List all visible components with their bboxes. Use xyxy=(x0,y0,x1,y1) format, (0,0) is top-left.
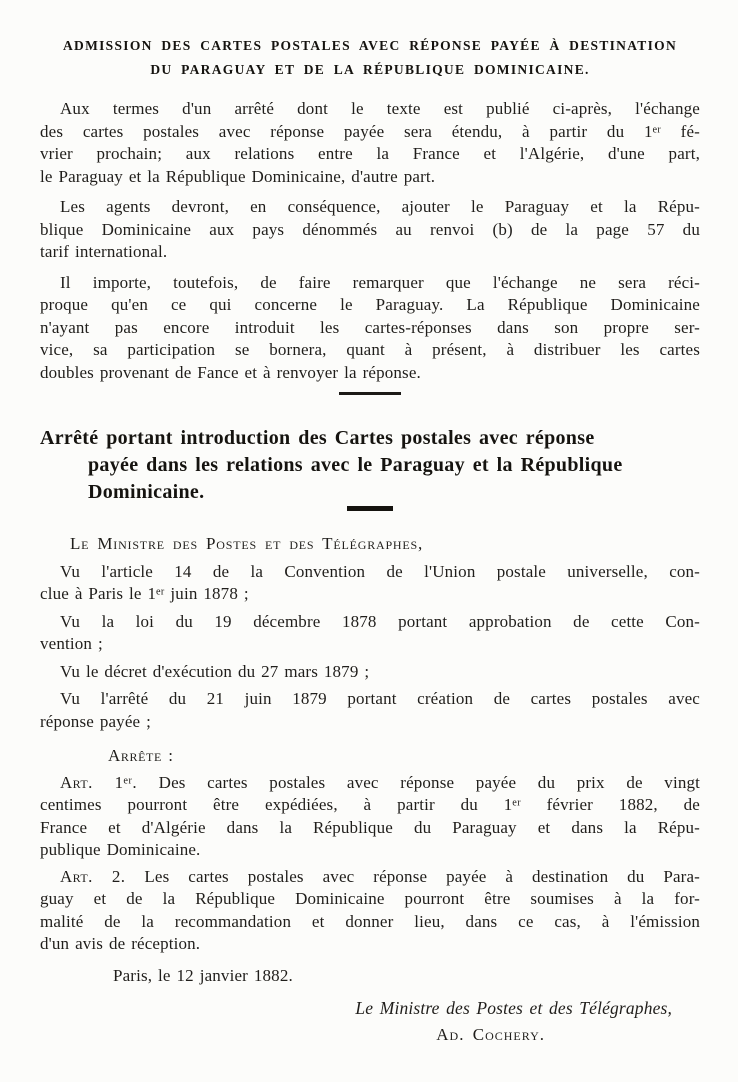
vu-clause-3 xyxy=(40,661,700,684)
vu-clause-1 xyxy=(40,561,700,606)
text-line: Vu l'arrêté du 21 juin 1879 portant création de cartes postales avec xyxy=(60,689,700,708)
text-line: malité de la recommandation et donner lieu, dans ce cas, à l'émission xyxy=(40,911,700,931)
intro-section xyxy=(40,98,700,384)
text-line: n'ayant pas encore introduit les cartes-réponses dans son propre ser- xyxy=(40,317,700,337)
intro-paragraph-2 xyxy=(40,196,700,264)
article-2-first-line: Les cartes postales avec réponse payée à destination du Para- xyxy=(125,866,700,886)
arrete-label: Arrête : xyxy=(108,746,174,765)
text-line: Aux termes d'un arrêté dont le texte est publié ci-après, l'échange xyxy=(60,99,700,118)
article-2-label: Art. 2. xyxy=(60,866,126,886)
text-line: clue à Paris le 1ᵉʳ juin 1878 ; xyxy=(40,584,249,603)
separator-rule xyxy=(347,506,393,511)
text-line: Vu l'article 14 de la Convention de l'Union postale universelle, con- xyxy=(60,561,700,581)
document-title xyxy=(40,34,700,82)
text-line: proque qu'en ce qui concerne le Paraguay. La République Dominicaine xyxy=(40,295,700,314)
article-1 xyxy=(40,772,700,862)
text-line: le Paraguay et la République Dominicaine, d'autre part. xyxy=(40,166,436,186)
intro-paragraph-1 xyxy=(40,98,700,188)
text-line: Vu le décret d'exécution du 27 mars 1879 ; xyxy=(60,661,370,681)
text-line: guay et de la République Dominicaine pourront être soumises à la for- xyxy=(40,889,700,908)
decree-heading-line-3: Dominicaine. xyxy=(88,481,205,503)
text-line: d'un avis de réception. xyxy=(40,934,201,953)
vu-clause-4 xyxy=(40,688,700,733)
text-line: Il importe, toutefois, de faire remarquer que l'échange ne sera réci- xyxy=(60,272,700,292)
document-title-line-1: ADMISSION DES CARTES POSTALES AVEC RÉPONSE PAYÉE À DESTINATION xyxy=(62,38,677,53)
text-line: vention ; xyxy=(40,634,103,653)
decree-heading-line-1: Arrêté portant introduction des Cartes postales avec réponse xyxy=(40,427,595,449)
text-line: doubles provenant de Fance et à renvoyer la réponse. xyxy=(40,362,421,382)
vu-clause-2 xyxy=(40,611,700,656)
text-line: vice, sa participation se bornera, quant à présent, à distribuer les cartes xyxy=(40,340,700,359)
minister-opening: Le Ministre des Postes et des Télégraphes, xyxy=(70,534,424,553)
text-line: tarif international. xyxy=(40,242,168,261)
text-line: Vu la loi du 19 décembre 1878 portant approbation de cette Con- xyxy=(60,611,700,631)
text-line: réponse payée ; xyxy=(40,711,151,731)
text-line: publique Dominicaine. xyxy=(40,840,201,859)
text-line xyxy=(40,772,700,795)
text-line: blique Dominicaine aux pays dénommés au renvoi (b) de la page 57 du xyxy=(40,219,700,239)
article-2 xyxy=(40,866,700,956)
text-line: centimes pourront être expédiées, à partir du 1ᵉʳ février 1882, de xyxy=(40,795,700,814)
article-1-first-line: Des cartes postales avec réponse payée du prix de vingt xyxy=(137,772,700,792)
decree-heading-line-2: payée dans les relations avec le Paraguay et la République xyxy=(88,454,623,476)
text-line: Les agents devront, en conséquence, ajouter le Paraguay et la Répu- xyxy=(60,197,700,216)
dateline: Paris, le 12 janvier 1882. xyxy=(113,965,293,985)
separator-rule xyxy=(339,392,401,395)
signature-role: Le Ministre des Postes et des Télégraphes, xyxy=(355,998,672,1018)
intro-paragraph-3 xyxy=(40,272,700,385)
article-1-label: Art. 1ᵉʳ. xyxy=(60,772,138,792)
text-line: des cartes postales avec réponse payée sera étendu, à partir du 1ᵉʳ fé- xyxy=(40,121,700,141)
signature-name: Ad. Cochery. xyxy=(436,1024,545,1044)
text-line: France et d'Algérie dans la République du Paraguay et dans la Répu- xyxy=(40,817,700,837)
text-line xyxy=(40,866,700,889)
document-title-line-2: DU PARAGUAY ET DE LA RÉPUBLIQUE DOMINICAINE. xyxy=(150,62,590,77)
decree-heading xyxy=(40,425,700,506)
text-line: vrier prochain; aux relations entre la France et l'Algérie, d'une part, xyxy=(40,144,700,163)
